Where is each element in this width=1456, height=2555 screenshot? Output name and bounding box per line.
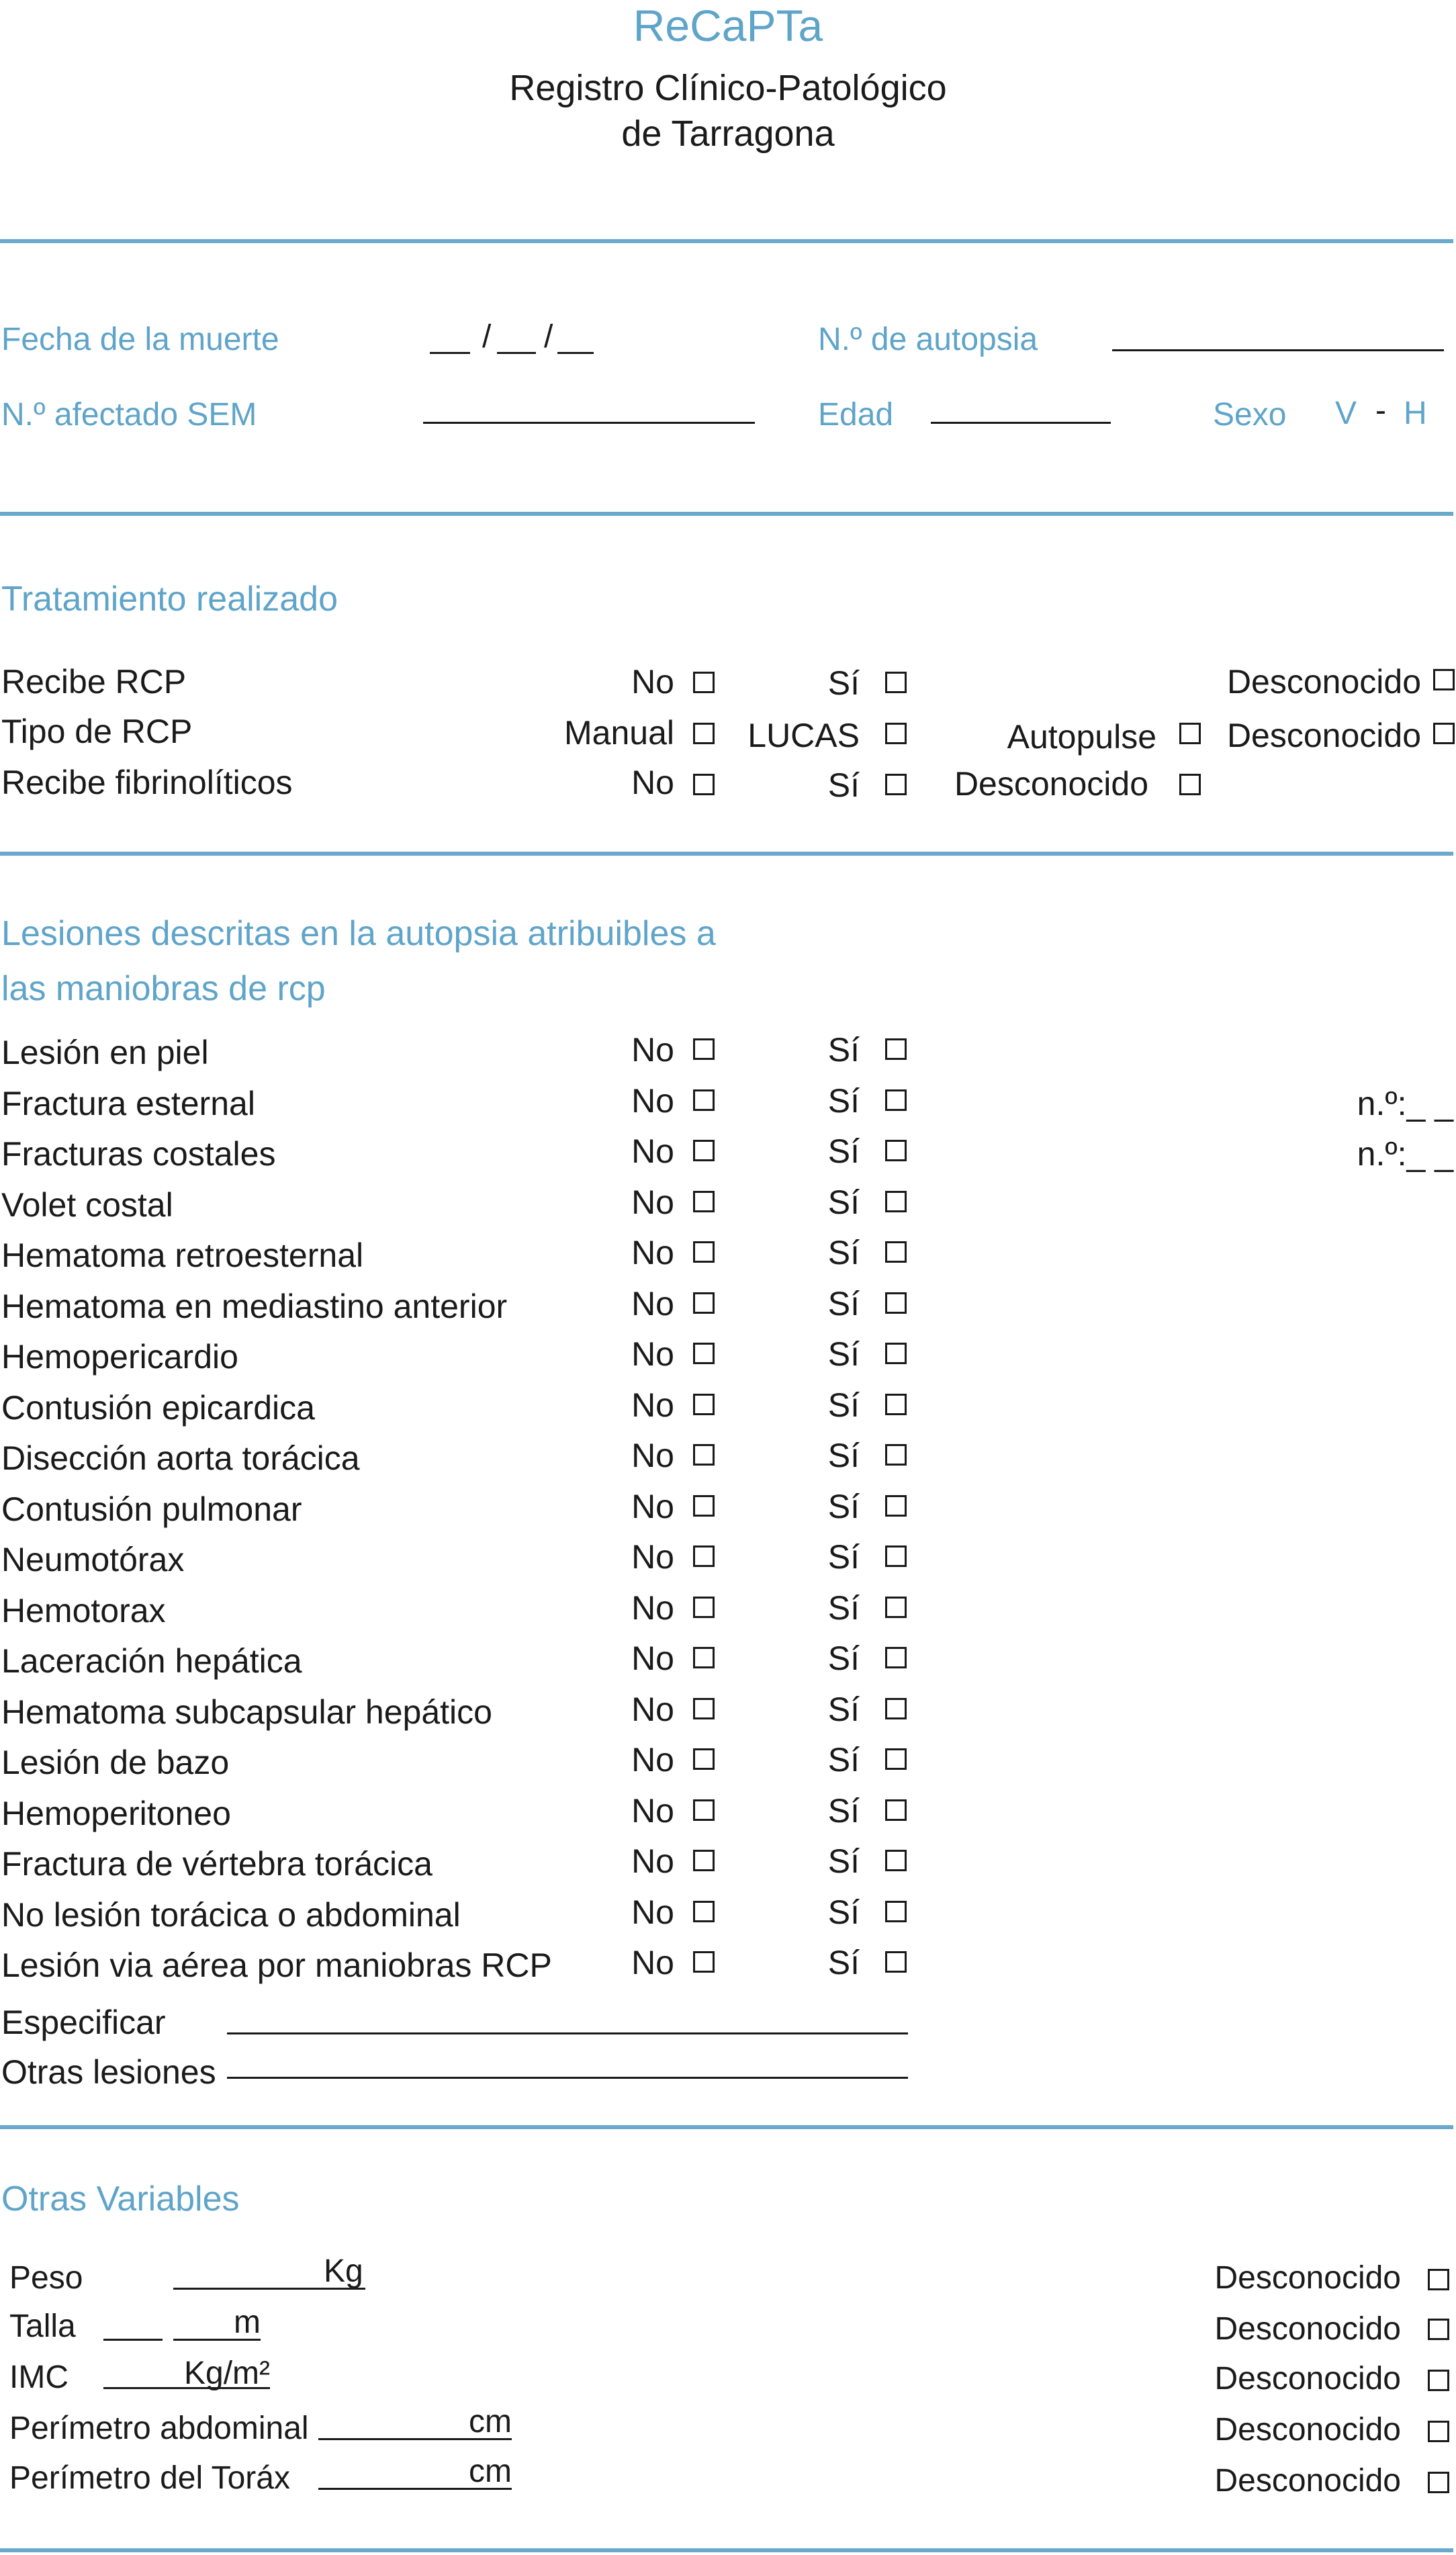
lesion-yes-label: Sí xyxy=(827,1741,860,1779)
variable-unit: m xyxy=(234,2304,261,2340)
option-label: Desconocido xyxy=(954,765,1148,803)
lesion-no-label: No xyxy=(631,1183,674,1221)
checkbox[interactable] xyxy=(1433,669,1455,690)
divider-footer xyxy=(0,2548,1453,2552)
lesion-yes-checkbox[interactable] xyxy=(885,1951,907,1973)
lesion-no-label: No xyxy=(631,1437,674,1474)
lesion-label: Hemopericardio xyxy=(1,1338,238,1376)
lesion-no-checkbox[interactable] xyxy=(693,1292,715,1314)
lesion-no-label: No xyxy=(631,1944,674,1981)
checkbox[interactable] xyxy=(693,672,715,693)
lesion-no-label: No xyxy=(631,1386,674,1424)
lesion-no-label: No xyxy=(631,1893,674,1931)
lesion-no-checkbox[interactable] xyxy=(693,1597,715,1618)
death-date-separator-2: / xyxy=(544,319,553,355)
lesion-no-checkbox[interactable] xyxy=(693,1495,715,1517)
form-subtitle-line1: Registro Clínico-Patológico xyxy=(509,68,947,108)
treatment-row-label: Recibe fibrinolíticos xyxy=(1,764,293,801)
lesion-count-field[interactable]: n.º:_ _ xyxy=(1357,1135,1453,1173)
lesion-no-checkbox[interactable] xyxy=(693,1089,715,1111)
option-label: Sí xyxy=(827,766,860,804)
sem-number-label: N.º afectado SEM xyxy=(1,397,257,433)
lesion-yes-checkbox[interactable] xyxy=(885,1038,907,1060)
autopsy-number-field[interactable] xyxy=(1112,349,1444,351)
lesion-no-checkbox[interactable] xyxy=(693,1241,715,1263)
lesion-no-label: No xyxy=(631,1285,674,1323)
checkbox[interactable] xyxy=(1433,723,1455,744)
lesion-no-checkbox[interactable] xyxy=(693,1850,715,1871)
lesion-label: Hemotorax xyxy=(1,1592,166,1629)
checkbox[interactable] xyxy=(693,723,715,744)
lesion-no-checkbox[interactable] xyxy=(693,1394,715,1415)
option-label: No xyxy=(631,764,674,801)
lesion-label: Fractura esternal xyxy=(1,1085,255,1122)
option-label: No xyxy=(631,663,674,701)
lesion-yes-checkbox[interactable] xyxy=(885,1799,907,1821)
lesion-label: Neumotórax xyxy=(1,1541,185,1578)
lesion-no-checkbox[interactable] xyxy=(693,1951,715,1973)
other-lesions-label: Otras lesiones xyxy=(1,2053,216,2091)
checkbox[interactable] xyxy=(885,672,907,693)
lesion-yes-label: Sí xyxy=(827,1842,860,1880)
lesion-yes-label: Sí xyxy=(827,1183,860,1221)
lesions-section-title-line2: las maniobras de rcp xyxy=(1,969,326,1008)
lesion-yes-label: Sí xyxy=(827,1335,860,1373)
lesion-yes-label: Sí xyxy=(827,1944,860,1981)
lesion-no-checkbox[interactable] xyxy=(693,1901,715,1922)
lesion-label: Lesión en piel xyxy=(1,1034,209,1071)
lesion-yes-checkbox[interactable] xyxy=(885,1647,907,1668)
checkbox[interactable] xyxy=(1428,2319,1449,2340)
other-variables-section-title: Otras Variables xyxy=(1,2180,240,2218)
lesion-label: Disección aorta torácica xyxy=(1,1439,360,1477)
checkbox[interactable] xyxy=(1428,2421,1449,2442)
option-label: Manual xyxy=(564,714,674,752)
lesion-no-label: No xyxy=(631,1792,674,1830)
lesion-no-label: No xyxy=(631,1132,674,1170)
divider-header xyxy=(0,239,1453,243)
checkbox[interactable] xyxy=(885,723,907,744)
lesion-yes-label: Sí xyxy=(827,1640,860,1677)
variable-unit: cm xyxy=(469,2404,512,2439)
lesion-label: Lesión de bazo xyxy=(1,1744,230,1781)
lesion-no-checkbox[interactable] xyxy=(693,1343,715,1364)
lesion-no-label: No xyxy=(631,1741,674,1779)
lesion-label: Hematoma retroesternal xyxy=(1,1237,364,1274)
variable-label: Perímetro del Toráx xyxy=(9,2460,290,2496)
divider-lesions xyxy=(0,2125,1453,2129)
lesion-no-checkbox[interactable] xyxy=(693,1545,715,1567)
divider-treatment xyxy=(0,852,1453,856)
lesion-yes-checkbox[interactable] xyxy=(885,1901,907,1922)
unknown-label: Desconocido xyxy=(1214,2412,1401,2448)
lesion-yes-checkbox[interactable] xyxy=(885,1495,907,1517)
option-label: Autopulse xyxy=(1007,718,1156,756)
other-lesions-field[interactable] xyxy=(227,2077,908,2079)
option-label: Desconocido xyxy=(1226,663,1421,701)
treatment-section-title: Tratamiento realizado xyxy=(1,580,338,619)
lesion-no-checkbox[interactable] xyxy=(693,1799,715,1821)
lesion-no-label: No xyxy=(631,1589,674,1627)
lesion-no-label: No xyxy=(631,1335,674,1373)
variable-label: Peso xyxy=(9,2260,83,2296)
lesion-yes-checkbox[interactable] xyxy=(885,1748,907,1770)
lesion-label: Hematoma subcapsular hepático xyxy=(1,1693,492,1731)
lesion-no-checkbox[interactable] xyxy=(693,1647,715,1668)
checkbox[interactable] xyxy=(1428,2370,1449,2391)
lesion-yes-label: Sí xyxy=(827,1234,860,1271)
lesion-no-label: No xyxy=(631,1031,674,1069)
lesion-label: Contusión epicardica xyxy=(1,1389,315,1427)
sem-number-field[interactable] xyxy=(423,422,755,424)
lesion-no-label: No xyxy=(631,1538,674,1576)
lesion-no-checkbox[interactable] xyxy=(693,1748,715,1770)
option-label: Desconocido xyxy=(1226,717,1421,754)
sex-option-v[interactable]: V xyxy=(1335,396,1357,431)
treatment-row-label: Tipo de RCP xyxy=(1,713,193,750)
lesion-count-field[interactable]: n.º:_ _ xyxy=(1357,1085,1453,1122)
lesion-yes-label: Sí xyxy=(827,1132,860,1170)
lesion-yes-checkbox[interactable] xyxy=(885,1597,907,1618)
lesions-section-title-line1: Lesiones descritas en la autopsia atribuibles a xyxy=(1,914,716,953)
lesion-no-checkbox[interactable] xyxy=(693,1038,715,1060)
lesion-yes-label: Sí xyxy=(827,1082,860,1120)
lesion-yes-checkbox[interactable] xyxy=(885,1698,907,1719)
variable-label: Talla xyxy=(9,2309,76,2344)
lesion-yes-label: Sí xyxy=(827,1792,860,1830)
variable-unit: cm xyxy=(469,2454,512,2489)
form-title: ReCaPTa xyxy=(633,1,823,50)
death-date-separator-1: / xyxy=(482,319,492,355)
lesion-yes-checkbox[interactable] xyxy=(885,1241,907,1263)
lesion-no-checkbox[interactable] xyxy=(693,1698,715,1719)
lesion-label: Laceración hepática xyxy=(1,1642,302,1680)
divider-identification xyxy=(0,512,1453,516)
lesion-yes-checkbox[interactable] xyxy=(885,1292,907,1314)
variable-unit: Kg/m² xyxy=(184,2356,271,2391)
lesion-yes-checkbox[interactable] xyxy=(885,1545,907,1567)
lesion-label: Fracturas costales xyxy=(1,1135,276,1173)
death-date-month-field[interactable] xyxy=(497,352,536,354)
checkbox[interactable] xyxy=(1428,2472,1449,2493)
lesion-yes-label: Sí xyxy=(827,1538,860,1576)
lesion-yes-label: Sí xyxy=(827,1386,860,1424)
lesion-no-label: No xyxy=(631,1234,674,1271)
lesion-label: Volet costal xyxy=(1,1186,173,1224)
sex-label: Sexo xyxy=(1213,397,1287,433)
variable-unit: Kg xyxy=(324,2253,363,2289)
unknown-label: Desconocido xyxy=(1214,2311,1401,2347)
lesion-yes-label: Sí xyxy=(827,1437,860,1474)
lesion-yes-checkbox[interactable] xyxy=(885,1140,907,1161)
death-date-day-field[interactable] xyxy=(430,352,470,354)
age-field[interactable] xyxy=(931,422,1111,424)
option-label: LUCAS xyxy=(747,717,860,754)
checkbox[interactable] xyxy=(693,774,715,795)
unknown-label: Desconocido xyxy=(1214,2463,1401,2499)
form-subtitle-line2: de Tarragona xyxy=(621,114,835,154)
unknown-label: Desconocido xyxy=(1214,2260,1401,2296)
specify-field[interactable] xyxy=(227,2032,908,2034)
lesion-label: Hemoperitoneo xyxy=(1,1795,231,1832)
lesion-yes-label: Sí xyxy=(827,1285,860,1323)
lesion-yes-checkbox[interactable] xyxy=(885,1343,907,1364)
lesion-yes-label: Sí xyxy=(827,1488,860,1525)
option-label: Sí xyxy=(827,664,860,702)
lesion-label: Contusión pulmonar xyxy=(1,1490,302,1528)
variable-label: IMC xyxy=(9,2360,69,2395)
lesion-no-label: No xyxy=(631,1640,674,1677)
lesion-yes-checkbox[interactable] xyxy=(885,1191,907,1212)
lesion-label: Fractura de vértebra torácica xyxy=(1,1845,433,1883)
variable-label: Perímetro abdominal xyxy=(9,2411,309,2446)
autopsy-number-label: N.º de autopsia xyxy=(818,322,1038,357)
lesion-yes-label: Sí xyxy=(827,1589,860,1627)
age-label: Edad xyxy=(818,397,894,433)
lesion-label: Lesión via aérea por maniobras RCP xyxy=(1,1946,552,1984)
lesion-no-checkbox[interactable] xyxy=(693,1191,715,1212)
specify-label: Especificar xyxy=(1,2004,166,2041)
unknown-label: Desconocido xyxy=(1214,2361,1401,2396)
lesion-yes-checkbox[interactable] xyxy=(885,1444,907,1466)
lesion-yes-label: Sí xyxy=(827,1031,860,1069)
sex-option-h[interactable]: H xyxy=(1404,396,1427,431)
lesion-no-checkbox[interactable] xyxy=(693,1140,715,1161)
lesion-label: Hematoma en mediastino anterior xyxy=(1,1288,508,1325)
lesion-label: No lesión torácica o abdominal xyxy=(1,1896,461,1934)
lesion-no-label: No xyxy=(631,1842,674,1880)
lesion-no-label: No xyxy=(631,1691,674,1728)
lesion-yes-checkbox[interactable] xyxy=(885,1850,907,1871)
death-date-year-field[interactable] xyxy=(557,352,594,354)
lesion-no-label: No xyxy=(631,1082,674,1120)
lesion-yes-label: Sí xyxy=(827,1893,860,1931)
lesion-yes-checkbox[interactable] xyxy=(885,1089,907,1111)
lesion-yes-checkbox[interactable] xyxy=(885,1394,907,1415)
lesion-yes-label: Sí xyxy=(827,1691,860,1728)
lesion-no-label: No xyxy=(631,1488,674,1525)
death-date-label: Fecha de la muerte xyxy=(1,322,279,357)
height-field-integer[interactable] xyxy=(103,2339,163,2341)
checkbox[interactable] xyxy=(1428,2269,1449,2290)
treatment-row-label: Recibe RCP xyxy=(1,663,187,701)
lesion-no-checkbox[interactable] xyxy=(693,1444,715,1466)
checkbox[interactable] xyxy=(1179,774,1201,795)
sex-separator: - xyxy=(1375,393,1386,429)
